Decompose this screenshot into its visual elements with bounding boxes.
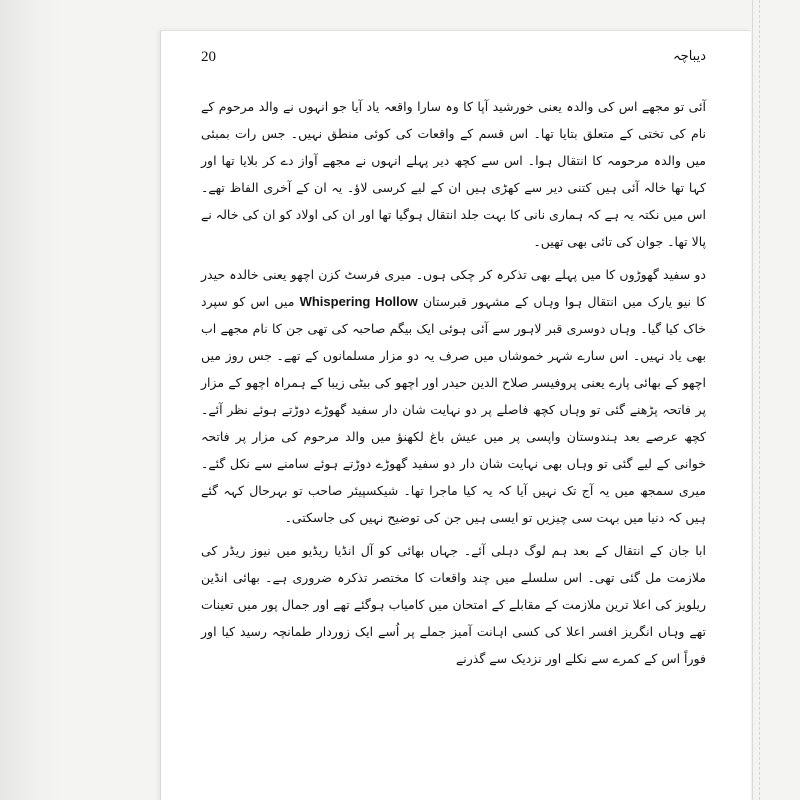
body-text bbox=[201, 93, 706, 678]
book-page bbox=[160, 30, 751, 800]
paragraph-3: ابا جان کے انتقال کے بعد ہم لوگ دہلی آئے۔ جہاں بھائی کو آل انڈیا ریڈیو میں نیوز ریڈر کی ملازمت مل گئی تھی۔ اس سلسلے میں چند واقعات کا مختصر تذکرہ ضروری ہے۔ بھائی انڈین ریلویز کی اعلا ترین ملازمت کے مقابلے کے امتحان میں کامیاب ہوگئے تھے اور جمال پور میں تعینات تھے وہاں انگریز افسر اعلا کی کسی اہانت آمیز جملے پر اُسے ایک زوردار طمانچہ رسید کیا اور فوراً اس کے کمرے سے نکلے اور نزدیک سے گذرنے bbox=[201, 543, 706, 666]
page-edge bbox=[752, 0, 760, 800]
paragraph-2-rest: میں اس کو سپرد خاک کیا گیا۔ وہاں دوسری قبر لاہور سے آئی ہوئی ایک بیگم صاحبہ کی تھی جن کا نام مجھے اب بھی یاد نہیں۔ اس سارے شہر خموشاں میں صرف یہ دو مزار مسلمانوں کے تھے۔ جس روز میں اچھو کے بھائی پارے یعنی پروفیسر صلاح الدین حیدر اور اچھو کی بیٹی زیبا کے ہمراہ اچھو کے مزار پر فاتحہ پڑھنے گئی تو وہاں کچھ فاصلے پر دو نہایت شان دار سفید گھوڑے دوڑتے ہوئے نظر آئے۔ کچھ عرصے بعد ہندوستان واپسی پر میں عیش باغ لکھنؤ میں والد مرحوم کی مزار پر فاتحہ خوانی کے لیے گئی تو وہاں بھی نہایت شان دار دو سفید گھوڑے دوڑتے ہوئے سامنے سے نکل گئے۔ میری سمجھ میں یہ آج تک نہیں آیا کہ یہ کیا ماجرا تھا۔ شیکسپیئر صاحب تو بہرحال کہہ گئے ہیں کہ دنیا میں بہت سی چیزیں تو ایسی ہیں جن کی توضیح نہیں کی جاسکتی۔ bbox=[201, 294, 706, 525]
book-spine-shadow bbox=[0, 0, 70, 800]
page-number: 20 bbox=[201, 49, 216, 65]
cemetery-name: Whispering Hollow bbox=[299, 294, 418, 309]
page-header bbox=[201, 49, 706, 79]
paragraph-2-start: دو سفید گھوڑوں کا میں پہلے بھی تذکرہ کر چکی ہوں۔ میری فرسٹ کزن اچھو یعنی خالدہ حیدر کا نیو یارک میں انتقال ہوا وہاں کے مشہور قبرستان bbox=[201, 267, 706, 309]
paragraph-1: آئی تو مجھے اس کی والدہ یعنی خورشید آپا کا وہ سارا واقعہ یاد آیا جو انہوں نے والد مرحوم کے نام کی تختی کے متعلق بتایا تھا۔ اس قسم کے واقعات کی کوئی منطق نہیں۔ جس رات بمبئی میں والدہ مرحومہ کا انتقال ہوا۔ اس سے کچھ دیر پہلے انہوں نے مجھے آواز دے کر بلایا تھا اور کہا تھا خالہ آئی ہیں کتنی دیر سے کھڑی ہیں ان کے لیے کرسی لاؤ۔ یہ ان کے آخری الفاظ تھے۔ اس میں نکتہ یہ ہے کہ ہماری نانی کا بہت جلد انتقال ہوگیا تھا اور ان کی اولاد کو ان کی خالہ نے پالا تھا۔ جوان کی تائی بھی تھیں۔ bbox=[201, 99, 706, 249]
paragraph-2 bbox=[201, 261, 706, 531]
running-title: دیباچہ bbox=[673, 49, 706, 64]
